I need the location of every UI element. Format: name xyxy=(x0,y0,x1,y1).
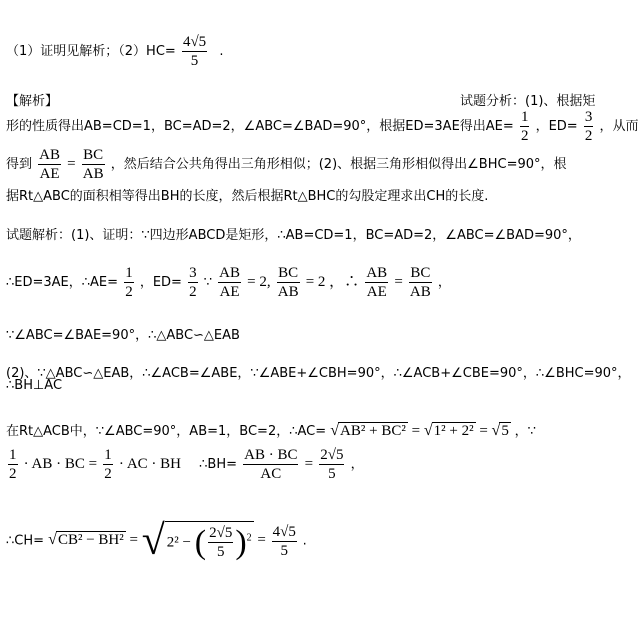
ch-inner-den: 5 xyxy=(216,544,225,560)
solution-line-7a: · AB · BC = xyxy=(23,456,98,472)
f4-den: AB xyxy=(277,284,299,300)
answer-end: . xyxy=(219,44,224,59)
ch-sqrt-content: CB² − BH² xyxy=(57,532,124,549)
ac-sqrt-content-2: 1² + 2² xyxy=(433,423,474,439)
ae-den: 2 xyxy=(520,128,529,144)
half2-num: 1 xyxy=(104,447,112,463)
ed-den: 2 xyxy=(584,128,593,144)
analysis-line-2a: 得到 xyxy=(6,157,33,172)
ae-fraction-2 xyxy=(124,264,134,301)
solution-line-7b: · AC · BH xyxy=(118,456,181,472)
solution-line-3 xyxy=(6,324,240,343)
analysis-line-1c: ，从而 xyxy=(599,119,639,134)
analysis-header xyxy=(6,90,58,109)
analysis-line-1 xyxy=(6,108,639,145)
ed2-den: 2 xyxy=(189,284,197,300)
ab-ae-fraction xyxy=(38,146,61,183)
sqrt-icon: √ xyxy=(141,518,165,564)
answer-line xyxy=(6,33,223,70)
solution-line-3-text: ∵∠ABC=∠BAE=90°，∴△ABC∽△EAB xyxy=(6,328,240,343)
f6-den: AB xyxy=(409,284,431,300)
solution-line-7: $\frac{1}{2}$ · AB · BC = $\frac{1}{2}$ · AC · BH ∴BH= $\frac{AB \cdot BC}{AC}$ = $\frac{2√5}{5}$ ， xyxy=(9,447,364,482)
ed-fraction xyxy=(584,108,594,145)
f5-den: AE xyxy=(366,284,387,300)
bh-result-fraction xyxy=(319,446,344,483)
f3-den: AE xyxy=(219,284,240,300)
sqrt-icon: √ xyxy=(491,422,501,439)
hc-denominator: 5 xyxy=(190,53,199,69)
analysis-line-1b: ，ED= xyxy=(535,119,578,134)
ab-ae-fraction-2 xyxy=(218,264,241,301)
analysis-line-3-text: 据Rt△ABC的面积相等得出BH的长度，然后根据Rt△BHC的勾股定理求出CH的长度. xyxy=(6,189,489,204)
analysis-line-1a: 形的性质得出AB=CD=1，BC=AD=2，∠ABC=∠BAD=90°，根据ED=3AE得出AE= xyxy=(6,119,514,134)
solution-line-2f: ， xyxy=(437,275,451,290)
analysis-line-2b: ，然后结合公共角得出三角形相似；(2)、根据三角形相似得出∠BHC=90°，根 xyxy=(110,157,567,172)
bc-ab-fraction-3 xyxy=(409,264,432,301)
ab-ae-fraction-3 xyxy=(365,264,388,301)
f2-den: AB xyxy=(82,166,104,182)
ch-inner-fraction xyxy=(208,524,233,561)
bh-res-num: 2√5 xyxy=(320,447,344,463)
solution-line-4-text: (2)、∵△ABC∽△EAB，∴∠ACB=∠ABE，∵∠ABE+∠CBH=90°，∴∠ACB+∠CBE=90°，∴∠BHC=90°， xyxy=(6,366,631,381)
solution-line-4 xyxy=(6,362,631,381)
equals-sign: = xyxy=(67,156,76,172)
half-den: 2 xyxy=(9,466,17,482)
solution-line-5-text: ∴BH⊥AC xyxy=(6,378,63,393)
ch-two-squared: 2² − xyxy=(166,533,192,550)
ae-fraction xyxy=(520,108,530,145)
bh-res-den: 5 xyxy=(328,466,336,482)
f2-num: BC xyxy=(83,147,104,163)
solution-line-1 xyxy=(6,224,581,243)
solution-line-2b: ，ED= xyxy=(139,275,182,290)
bh-den: AC xyxy=(260,466,282,482)
analysis-right xyxy=(460,90,595,109)
hc-fraction xyxy=(182,33,207,70)
f3-num: AB xyxy=(219,265,240,281)
half2-den: 2 xyxy=(104,466,112,482)
ch-calc: √CB² − BH² = √ 2² − ( $\frac{2√5}{5}$ )$^2$ = $\frac{4√5}{5}$ xyxy=(48,518,296,564)
solution-line-8a: ∴CH= xyxy=(6,533,45,549)
half-fraction-2 xyxy=(103,446,113,483)
f1-den: AE xyxy=(39,166,60,182)
solution-line-7c: ∴BH= xyxy=(199,457,237,472)
ed-num: 3 xyxy=(584,109,593,125)
analysis-line-2 xyxy=(6,146,567,183)
solution-line-7d: ， xyxy=(350,457,364,472)
ed-fraction-2 xyxy=(188,264,198,301)
analysis-right-text: 试题分析：(1)、根据矩 xyxy=(460,94,596,109)
ch-res-den: 5 xyxy=(280,542,288,559)
solution-line-5 xyxy=(6,378,62,393)
ch-res-num: 4√5 xyxy=(272,523,296,540)
ch-inner-num: 2√5 xyxy=(209,525,233,541)
solution-line-2a: ∴ED=3AE，∴AE= xyxy=(6,275,119,290)
answer-text: （1）证明见解析；（2）HC= xyxy=(6,44,176,59)
sqrt-icon: √ xyxy=(423,422,433,439)
solution-line-2e: = 2 ，∴ xyxy=(305,274,360,290)
hc-numerator: 4√5 xyxy=(182,34,207,50)
f5-num: AB xyxy=(366,265,388,281)
analysis-title: 【解析】 xyxy=(6,94,59,109)
solution-line-6 xyxy=(6,420,536,440)
bc-ab-fraction-2 xyxy=(277,264,300,301)
bh-fraction xyxy=(243,446,298,483)
half-fraction xyxy=(8,446,18,483)
big-sqrt: √ 2² − ( $\frac{2√5}{5}$ )$^2$ xyxy=(141,518,252,564)
solution-line-2c: ∵ xyxy=(203,275,217,290)
solution-line-8b: . xyxy=(302,533,307,549)
ae2-num: 1 xyxy=(125,265,133,281)
solution-line-6b: ，∵ xyxy=(514,424,536,439)
ch-result-fraction xyxy=(272,523,297,560)
bh-num: AB · BC xyxy=(244,447,298,463)
half-num: 1 xyxy=(9,447,17,463)
solution-line-2 xyxy=(6,264,451,301)
sqrt-icon: √ xyxy=(330,422,340,439)
solution-line-6a: 在Rt△ACB中，∵∠ABC=90°，AB=1，BC=2，∴AC= xyxy=(6,424,327,439)
analysis-line-3 xyxy=(6,185,488,204)
solution-line-1-text: 试题解析：(1)、证明：∵四边形ABCD是矩形，∴AB=CD=1，BC=AD=2，∠ABC=∠BAD=90°， xyxy=(6,228,581,243)
solution-line-8 xyxy=(6,517,307,565)
ac-calc: √AB² + BC² = √1² + 2² = √5 xyxy=(330,422,509,439)
bc-ab-fraction xyxy=(82,146,105,183)
ed2-num: 3 xyxy=(189,265,197,281)
solution-line-2d: = 2, xyxy=(247,274,271,290)
equals-sign-2: = xyxy=(394,274,403,290)
sqrt-icon: √ xyxy=(48,531,57,549)
ac-sqrt-content: AB² + BC² xyxy=(340,423,406,439)
ae-num: 1 xyxy=(520,109,529,125)
f1-num: AB xyxy=(39,147,60,163)
ac-sqrt-result: 5 xyxy=(501,423,509,439)
ae2-den: 2 xyxy=(125,284,133,300)
f6-num: BC xyxy=(410,265,431,281)
f4-num: BC xyxy=(278,265,299,281)
